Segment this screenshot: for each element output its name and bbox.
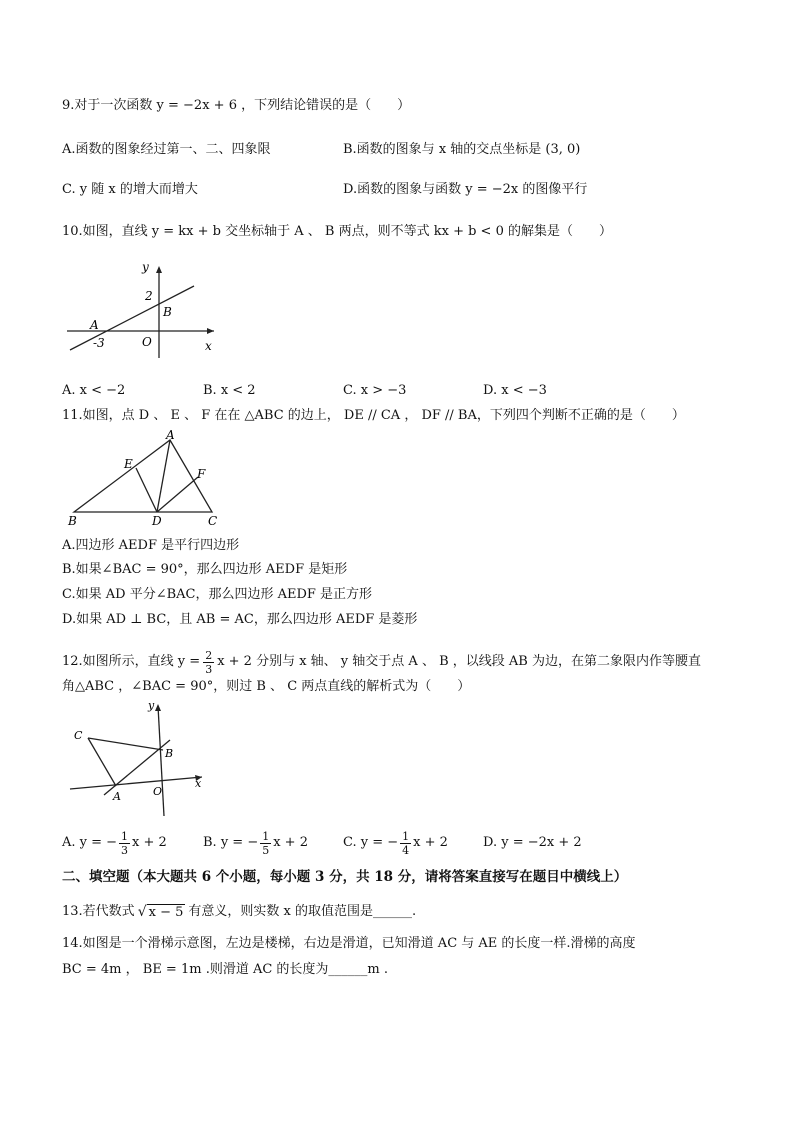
- q12-option-b: [203, 826, 308, 860]
- q10-option-d: D. x < −3: [483, 383, 547, 398]
- q14-line2: BC = 4m ， BE = 1m .则滑道 AC 的长度为______m .: [62, 962, 389, 977]
- q12-label-x: x: [195, 777, 202, 790]
- q9-option-a: A.函数的图象经过第一、二、四象限: [62, 142, 271, 157]
- q11-option-a: A.四边形 AEDF 是平行四边形: [62, 538, 240, 553]
- q12-b-num: 1: [262, 829, 270, 843]
- q10-label-y: y: [142, 260, 149, 274]
- q12-c-post: x + 2: [413, 835, 448, 850]
- q12-c-fraction: [400, 830, 411, 857]
- q12-a-den: 3: [121, 843, 129, 857]
- q11-figure: [62, 428, 228, 528]
- q12-a-post: x + 2: [132, 835, 167, 850]
- q12-option-c: [343, 826, 448, 860]
- q12-b-post: x + 2: [273, 835, 308, 850]
- q12-b-fraction: [260, 830, 271, 857]
- q10-label-A: A: [90, 318, 99, 332]
- q12-b-pre: B. y = −: [203, 835, 259, 850]
- q12-c-den: 4: [402, 843, 410, 857]
- q14-line1: 14.如图是一个滑梯示意图，左边是楼梯，右边是滑道，已知滑道 AC 与 AE 的长度一样.滑梯的高度: [62, 936, 636, 951]
- q10-label-x: x: [205, 339, 212, 353]
- q12-c-pre: C. y = −: [343, 835, 399, 850]
- q9-option-c: C. y 随 x 的增大而增大: [62, 182, 198, 197]
- q11-option-d: D.如果 AD ⊥ BC，且 AB = AC，那么四边形 AEDF 是菱形: [62, 612, 418, 627]
- q12-label-A: A: [113, 790, 121, 803]
- q11-segment-ED: [136, 468, 157, 512]
- q12-stem-pre: 12.如图所示，直线 y =: [62, 654, 201, 669]
- q12-a-num: 1: [121, 829, 129, 843]
- q11-label-B: B: [68, 514, 77, 528]
- q12-label-y: y: [148, 699, 155, 712]
- q10-figure: [62, 258, 222, 370]
- q10-label-neg3: -3: [93, 336, 105, 350]
- q13-radicand: x − 5: [148, 904, 184, 920]
- q12-x-axis: [70, 777, 202, 789]
- q12-a-fraction: [119, 830, 130, 857]
- q12-option-a: [62, 826, 167, 860]
- q12-label-B: B: [165, 747, 174, 760]
- q11-triangle-ABC: [74, 440, 212, 512]
- q12-y-axis: [158, 706, 164, 816]
- q11-segment-DF: [157, 477, 198, 512]
- q13-post: 有意义，则实数 x 的取值范围是______.: [188, 904, 417, 919]
- q11-segment-AD: [157, 440, 170, 512]
- q11-stem: 11.如图，点 D 、 E 、 F 在在 △ABC 的边上， DE // CA ， DF // BA，下列四个判断不正确的是（ ）: [62, 408, 685, 423]
- q12-label-C: C: [74, 729, 83, 742]
- q12-y-arrow: [155, 704, 161, 711]
- q10-label-B: B: [163, 305, 172, 319]
- q12-stem-post: x + 2 分别与 x 轴、 y 轴交于点 A 、 B ，以线段 AB 为边，在第二象限内作等腰直: [217, 654, 701, 669]
- q12-c-num: 1: [402, 829, 410, 843]
- q11-option-b: B.如果∠BAC = 90°，那么四边形 AEDF 是矩形: [62, 562, 348, 577]
- section-2-heading: 二、填空题（本大题共 6 个小题，每小题 3 分，共 18 分，请将答案直接写在题目中横线上）: [62, 869, 628, 885]
- q11-label-E: E: [124, 457, 133, 471]
- q11-label-D: D: [152, 514, 162, 528]
- q9-option-d: D.函数的图象与函数 y = −2x 的图像平行: [343, 182, 588, 197]
- q12-label-O: O: [153, 785, 163, 798]
- q9-option-b: B.函数的图象与 x 轴的交点坐标是 (3, 0): [343, 142, 581, 157]
- q13-sqrt-icon: √: [137, 903, 147, 920]
- q10-label-O: O: [142, 335, 152, 349]
- q12-segment-CB: [88, 738, 163, 750]
- q10-y-arrow: [156, 266, 162, 273]
- q10-option-a: A. x < −2: [62, 383, 126, 398]
- q11-label-F: F: [197, 467, 206, 481]
- q10-line: [70, 286, 194, 350]
- q9-stem: 9.对于一次函数 y = −2x + 6 ，下列结论错误的是（ ）: [62, 98, 411, 113]
- q10-x-arrow: [207, 328, 214, 334]
- q11-label-C: C: [208, 514, 218, 528]
- q10-option-c: C. x > −3: [343, 383, 407, 398]
- q10-option-b: B. x < 2: [203, 383, 256, 398]
- q13-pre: 13.若代数式: [62, 904, 135, 919]
- q12-fraction: [203, 649, 214, 676]
- q12-stem: [62, 645, 701, 679]
- q11-label-A: A: [166, 428, 175, 442]
- q10-label-2: 2: [145, 289, 153, 303]
- q13-radical: [138, 904, 186, 921]
- q12-stem-line2: 角△ABC ，∠BAC = 90°，则过 B 、 C 两点直线的解析式为（ ）: [62, 679, 471, 694]
- q12-a-pre: A. y = −: [62, 835, 118, 850]
- q12-option-d: D. y = −2x + 2: [483, 835, 582, 850]
- q10-stem: 10.如图，直线 y = kx + b 交坐标轴于 A 、 B 两点，则不等式 kx + b < 0 的解集是（ ）: [62, 224, 612, 239]
- q12-figure: [62, 698, 212, 820]
- q11-option-c: C.如果 AD 平分∠BAC，那么四边形 AEDF 是正方形: [62, 587, 373, 602]
- q12-frac-num: 2: [205, 648, 213, 662]
- q13-stem: [62, 903, 416, 921]
- q12-segment-CA: [88, 738, 116, 786]
- q12-frac-den: 3: [205, 662, 213, 676]
- q12-b-den: 5: [262, 843, 270, 857]
